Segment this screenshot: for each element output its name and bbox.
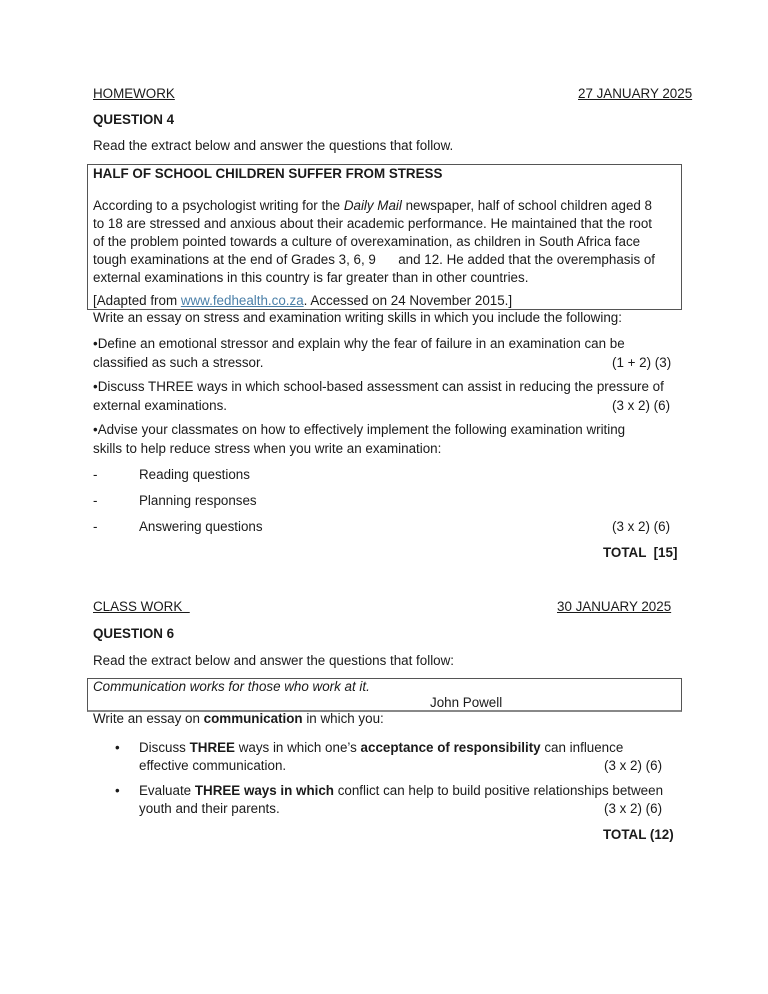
skill-planning-responses: Planning responses bbox=[139, 493, 257, 508]
task-2-marks: (3 x 2) (6) bbox=[612, 398, 671, 413]
skill-2-dash: - bbox=[93, 493, 98, 508]
extract-line-4: tough examinations at the end of Grades 3, 6, 9 and 12. He added that the overemphasis of bbox=[93, 252, 656, 267]
classwork-total: TOTAL (12) bbox=[603, 827, 674, 842]
part: Evaluate bbox=[139, 783, 195, 798]
prompt-bold-communication: communication bbox=[203, 711, 303, 726]
part: ways in which one’s bbox=[235, 740, 361, 755]
extract-line-1 bbox=[93, 198, 652, 213]
cw-task-2-line-1 bbox=[139, 783, 663, 798]
part-bold: acceptance of responsibility bbox=[360, 740, 541, 755]
task-2-line-1: •Discuss THREE ways in which school-based assessment can assist in reducing the pressure of bbox=[93, 379, 664, 394]
cw-task-2-line-2: youth and their parents. bbox=[139, 801, 280, 816]
extract-headline: HALF OF SCHOOL CHILDREN SUFFER FROM STRESS bbox=[93, 166, 443, 181]
task-1-marks: (1 + 2) (3) bbox=[612, 355, 672, 370]
extract-line-1-post: newspaper, half of school children aged 8 bbox=[401, 198, 653, 213]
source-pre: [Adapted from bbox=[93, 293, 181, 308]
task-3-line-2: skills to help reduce stress when you write an examination: bbox=[93, 441, 442, 456]
part: Discuss bbox=[139, 740, 190, 755]
extract-line-1-pre: According to a psychologist writing for the bbox=[93, 198, 344, 213]
daily-mail-italic: Daily Mail bbox=[343, 198, 402, 213]
part: conflict can help to build positive relationships between bbox=[334, 783, 664, 798]
quote-text: Communication works for those who work at it. bbox=[93, 679, 370, 694]
bullet-icon: • bbox=[115, 740, 120, 755]
homework-essay-prompt: Write an essay on stress and examination writing skills in which you include the following: bbox=[93, 310, 622, 325]
prompt-post: in which you: bbox=[302, 711, 384, 726]
skill-3-dash: - bbox=[93, 519, 98, 534]
skill-answering-questions: Answering questions bbox=[139, 519, 263, 534]
classwork-label: CLASS WORK bbox=[93, 599, 190, 614]
part: can influence bbox=[540, 740, 624, 755]
cw-task-1-line-1 bbox=[139, 740, 623, 755]
classwork-date: 30 JANUARY 2025 bbox=[557, 599, 672, 614]
classwork-instruction: Read the extract below and answer the questions that follow: bbox=[93, 653, 455, 668]
cw-task-1-marks: (3 x 2) (6) bbox=[604, 758, 663, 773]
task-1-line-1: •Define an emotional stressor and explain why the fear of failure in an examination can be bbox=[93, 336, 625, 351]
skill-reading-questions: Reading questions bbox=[139, 467, 250, 482]
task-3-line-1: •Advise your classmates on how to effectively implement the following examination writing bbox=[93, 422, 626, 437]
quote-author: John Powell bbox=[430, 695, 503, 710]
cw-task-2-marks: (3 x 2) (6) bbox=[604, 801, 663, 816]
prompt-pre: Write an essay on bbox=[93, 711, 204, 726]
homework-total: TOTAL [15] bbox=[603, 545, 678, 560]
question-4-title: QUESTION 4 bbox=[93, 112, 175, 127]
bullet-icon: • bbox=[115, 783, 120, 798]
skills-marks: (3 x 2) (6) bbox=[612, 519, 671, 534]
fedhealth-link[interactable]: www.fedhealth.co.za bbox=[180, 293, 304, 308]
extract-line-2: to 18 are stressed and anxious about their academic performance. He maintained that the root bbox=[93, 216, 653, 231]
task-2-line-2: external examinations. bbox=[93, 398, 227, 413]
extract-line-5: external examinations in this country is far greater than in other countries. bbox=[93, 270, 529, 285]
homework-instruction: Read the extract below and answer the questions that follow. bbox=[93, 138, 454, 153]
homework-label: HOMEWORK bbox=[93, 86, 175, 101]
source-post: . Accessed on 24 November 2015.] bbox=[303, 293, 513, 308]
homework-date: 27 JANUARY 2025 bbox=[578, 86, 693, 101]
extract-source bbox=[93, 293, 512, 308]
part-bold: THREE bbox=[189, 740, 235, 755]
question-6-title: QUESTION 6 bbox=[93, 626, 175, 641]
part-bold: THREE ways in which bbox=[194, 783, 334, 798]
extract-line-3: of the problem pointed towards a culture of overexamination, as children in South Africa face bbox=[93, 234, 641, 249]
task-1-line-2: classified as such a stressor. bbox=[93, 355, 264, 370]
classwork-essay-prompt bbox=[93, 711, 384, 726]
cw-task-1-line-2: effective communication. bbox=[139, 758, 287, 773]
skill-1-dash: - bbox=[93, 467, 98, 482]
